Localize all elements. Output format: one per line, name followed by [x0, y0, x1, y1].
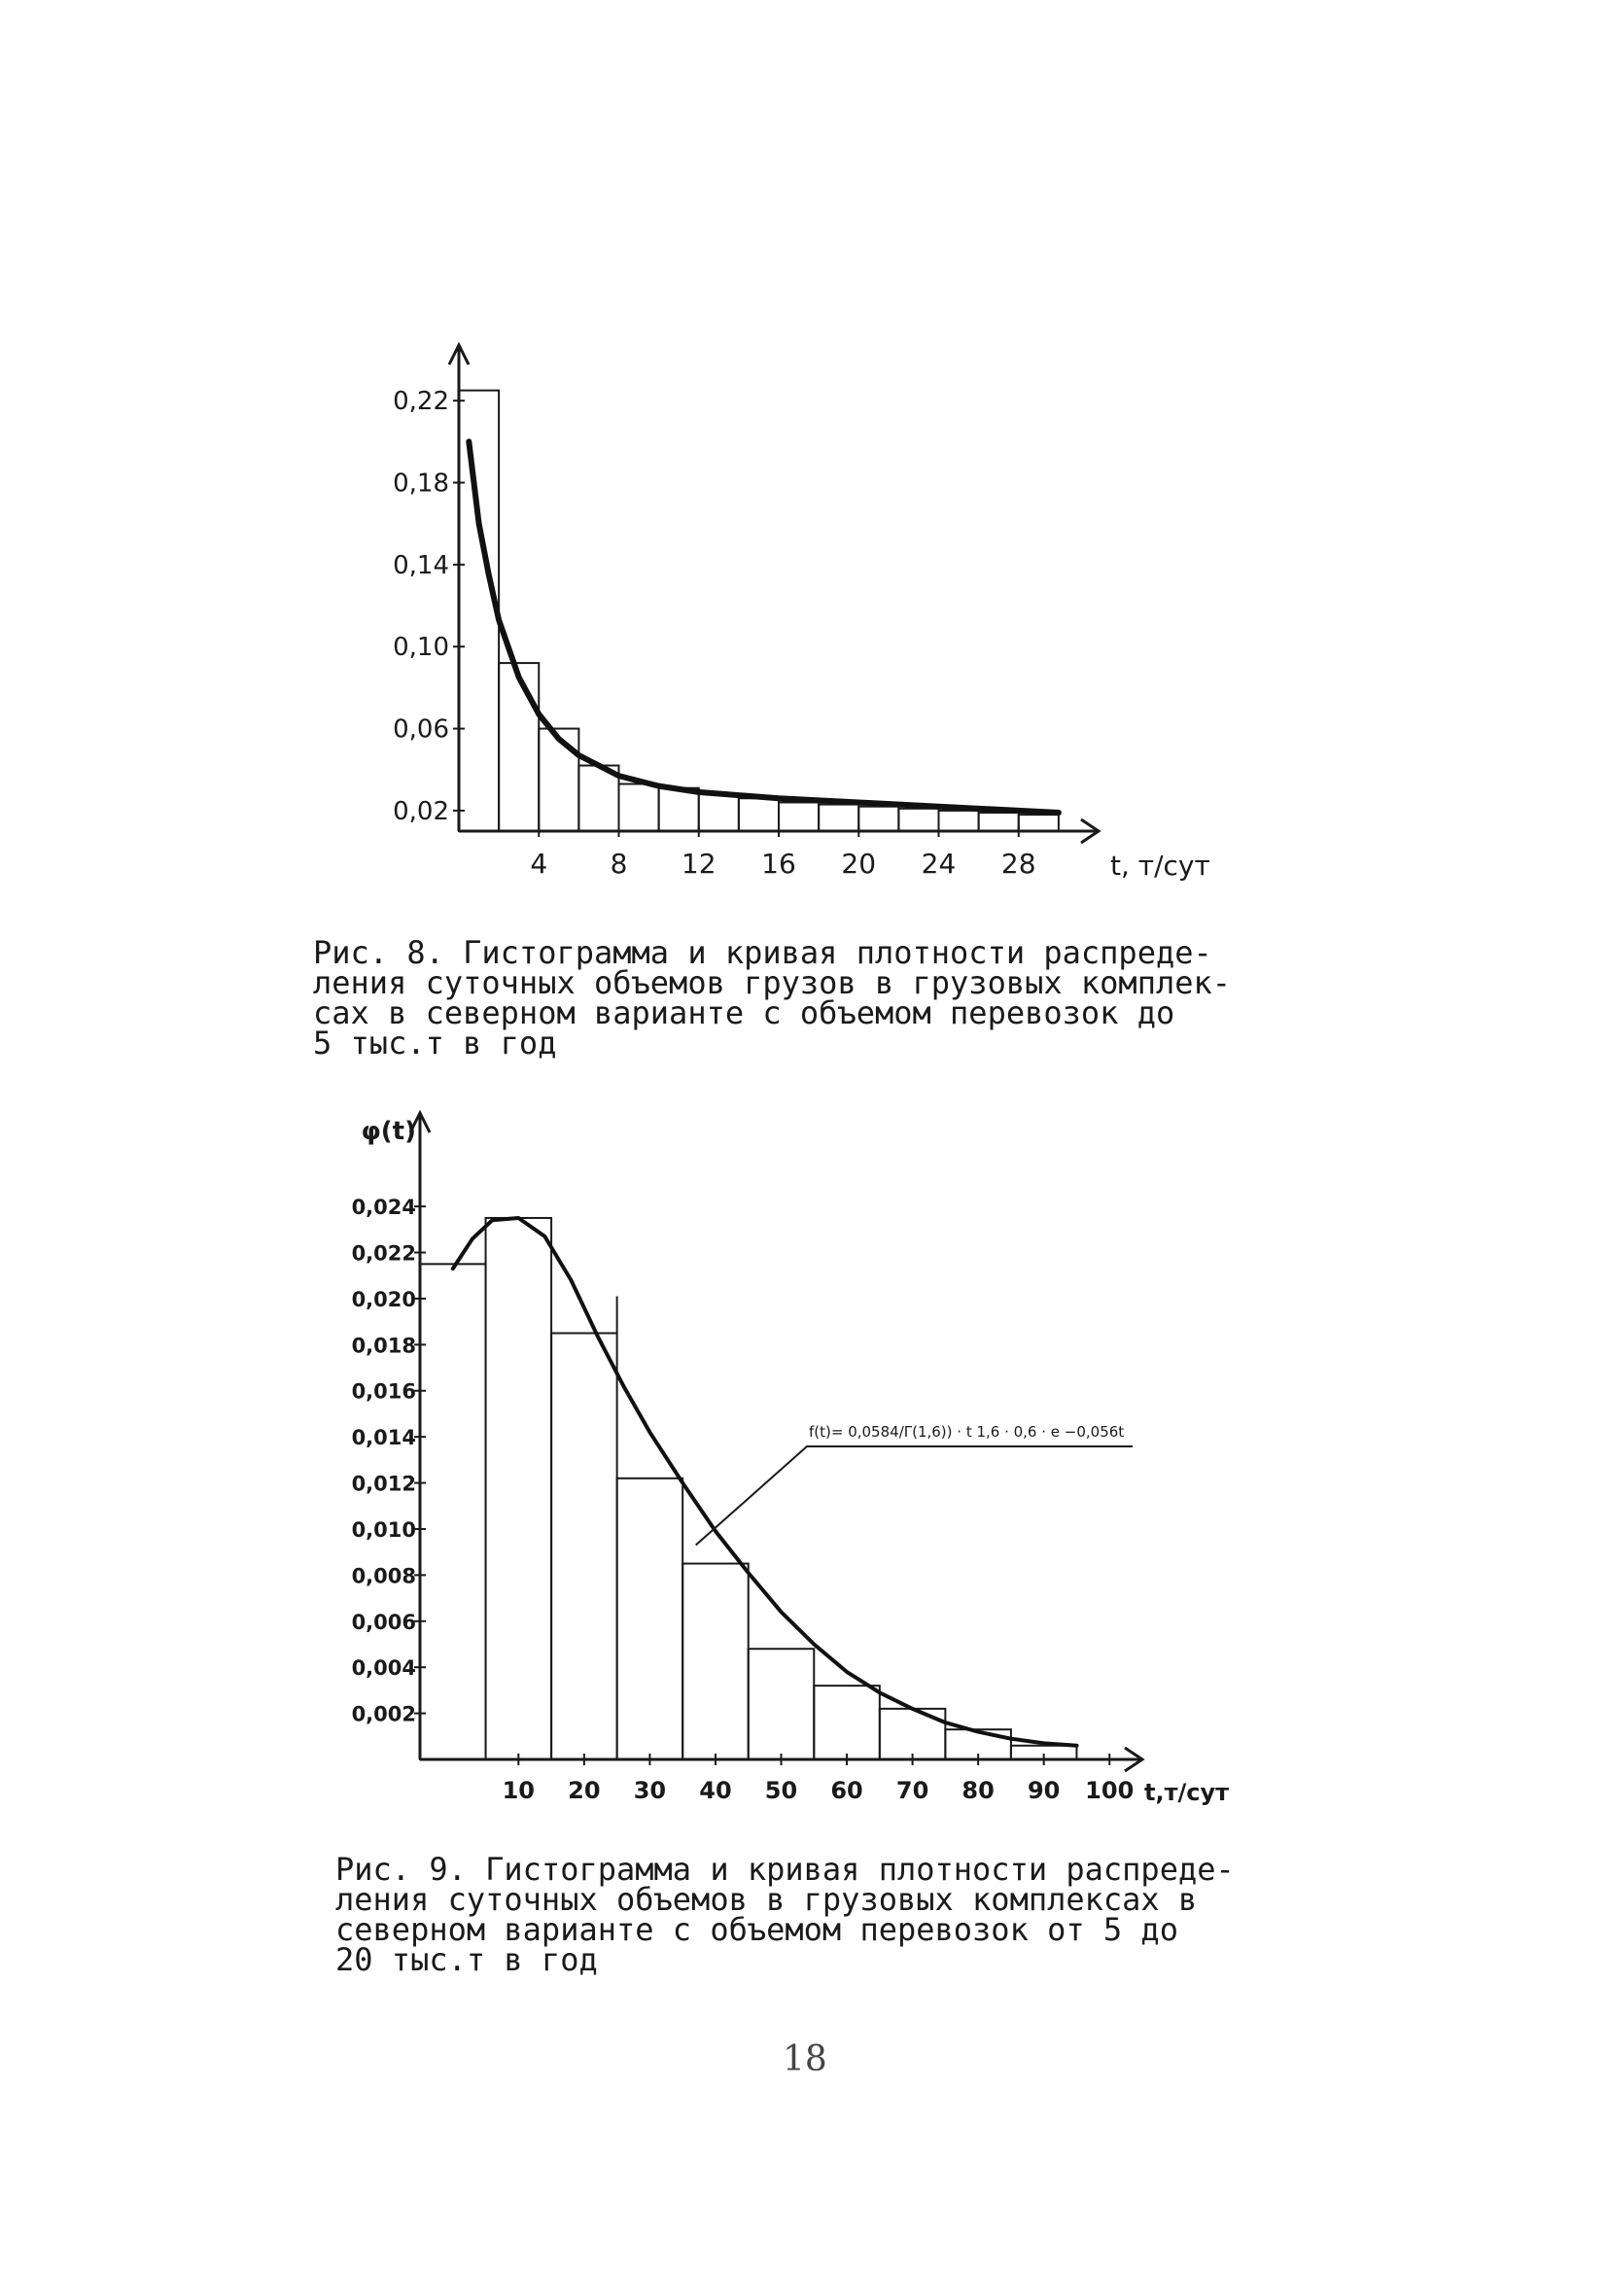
x-tick-label: 4 [530, 848, 548, 880]
histogram-bar-7 [699, 794, 739, 831]
x-tick-label: 20 [841, 848, 877, 880]
y-tick-label: 0,012 [351, 1472, 416, 1496]
y-tick-label: 0,06 [393, 714, 449, 745]
y-tick-label: 0,002 [351, 1702, 416, 1726]
histogram-bar-11 [858, 807, 898, 831]
x-tick-label: 80 [961, 1777, 995, 1804]
x-tick-label: 16 [761, 848, 796, 880]
x-tick-label: 50 [764, 1777, 798, 1804]
histogram-bar-13 [939, 811, 979, 831]
density-curve [469, 441, 1059, 813]
x-tick-label: 10 [502, 1777, 536, 1804]
histogram-bar-5 [682, 1564, 749, 1759]
y-tick-label: 0,020 [351, 1287, 416, 1311]
histogram-chart-fig8 [0, 330, 1608, 894]
histogram-bar-3 [539, 729, 578, 831]
histogram-bar-3 [551, 1333, 617, 1759]
y-tick-label: 0,006 [351, 1610, 416, 1634]
histogram-bar-1 [420, 1264, 486, 1759]
histogram-bar-2 [486, 1218, 552, 1759]
histogram-bar-14 [979, 813, 1019, 831]
x-tick-label: 12 [681, 848, 717, 880]
x-axis-label: t, т/сут [1110, 850, 1210, 882]
x-axis-label: t,т/сут [1144, 1779, 1230, 1806]
y-tick-label: 0,022 [351, 1241, 416, 1266]
y-tick-label: 0,010 [351, 1517, 416, 1542]
y-tick-label: 0,008 [351, 1564, 416, 1588]
y-tick-label: 0,004 [351, 1656, 416, 1681]
histogram-bar-10 [819, 805, 858, 831]
density-curve [453, 1218, 1077, 1746]
x-tick-label: 100 [1085, 1777, 1135, 1804]
caption-fig8: Рис. 8. Гистограмма и кривая плотности распреде- ления суточных объемов грузов в грузовых комплек- сах в северном варианте с объемом перевозок до 5 тыс.т в год [313, 934, 1232, 1061]
histogram-bar-6 [659, 788, 699, 831]
histogram-bar-8 [739, 798, 779, 831]
x-tick-label: 90 [1027, 1777, 1061, 1804]
histogram-bar-9 [779, 802, 819, 831]
y-tick-label: 0,024 [351, 1196, 416, 1220]
histogram-bar-6 [749, 1649, 815, 1759]
y-tick-label: 0,14 [393, 550, 449, 580]
x-tick-label: 70 [895, 1777, 929, 1804]
histogram-bar-1 [459, 391, 499, 831]
y-tick-label: 0,18 [393, 469, 449, 499]
histogram-chart-fig9 [0, 1098, 1608, 1818]
y-tick-label: 0,016 [351, 1379, 416, 1404]
histogram-bar-2 [499, 663, 539, 831]
caption-fig9: Рис. 9. Гистограмма и кривая плотности распреде- ления суточных объемов в грузовых комплексах в северном варианте с объемом перевозок от 5 до 20 тыс.т в год [335, 1851, 1235, 1978]
x-tick-label: 60 [830, 1777, 863, 1804]
x-tick-label: 24 [921, 848, 957, 880]
histogram-bar-5 [619, 784, 659, 832]
figure-9 [0, 1098, 1608, 1818]
x-tick-label: 8 [610, 848, 628, 880]
x-tick-label: 20 [568, 1777, 601, 1804]
x-tick-label: 30 [633, 1777, 667, 1804]
figure-8 [0, 330, 1608, 894]
y-tick-label: 0,02 [393, 796, 449, 826]
y-axis-label: φ(t) [361, 1117, 416, 1146]
x-tick-label: 40 [699, 1777, 732, 1804]
formula-annotation: f(t)= 0,0584/Γ(1,6)) · t 1,6 · 0,6 · e −0,056t [809, 1423, 1125, 1441]
histogram-bar-7 [814, 1686, 880, 1759]
annotation-leader-line [696, 1446, 1133, 1546]
x-tick-label: 28 [1000, 848, 1036, 880]
y-tick-label: 0,22 [393, 387, 449, 417]
y-tick-label: 0,10 [393, 633, 449, 663]
histogram-bar-4 [617, 1478, 683, 1759]
y-tick-label: 0,014 [351, 1426, 416, 1450]
page-number: 18 [783, 2039, 827, 2079]
y-tick-label: 0,018 [351, 1334, 416, 1358]
histogram-bar-15 [1019, 815, 1059, 831]
histogram-bar-12 [898, 809, 938, 831]
